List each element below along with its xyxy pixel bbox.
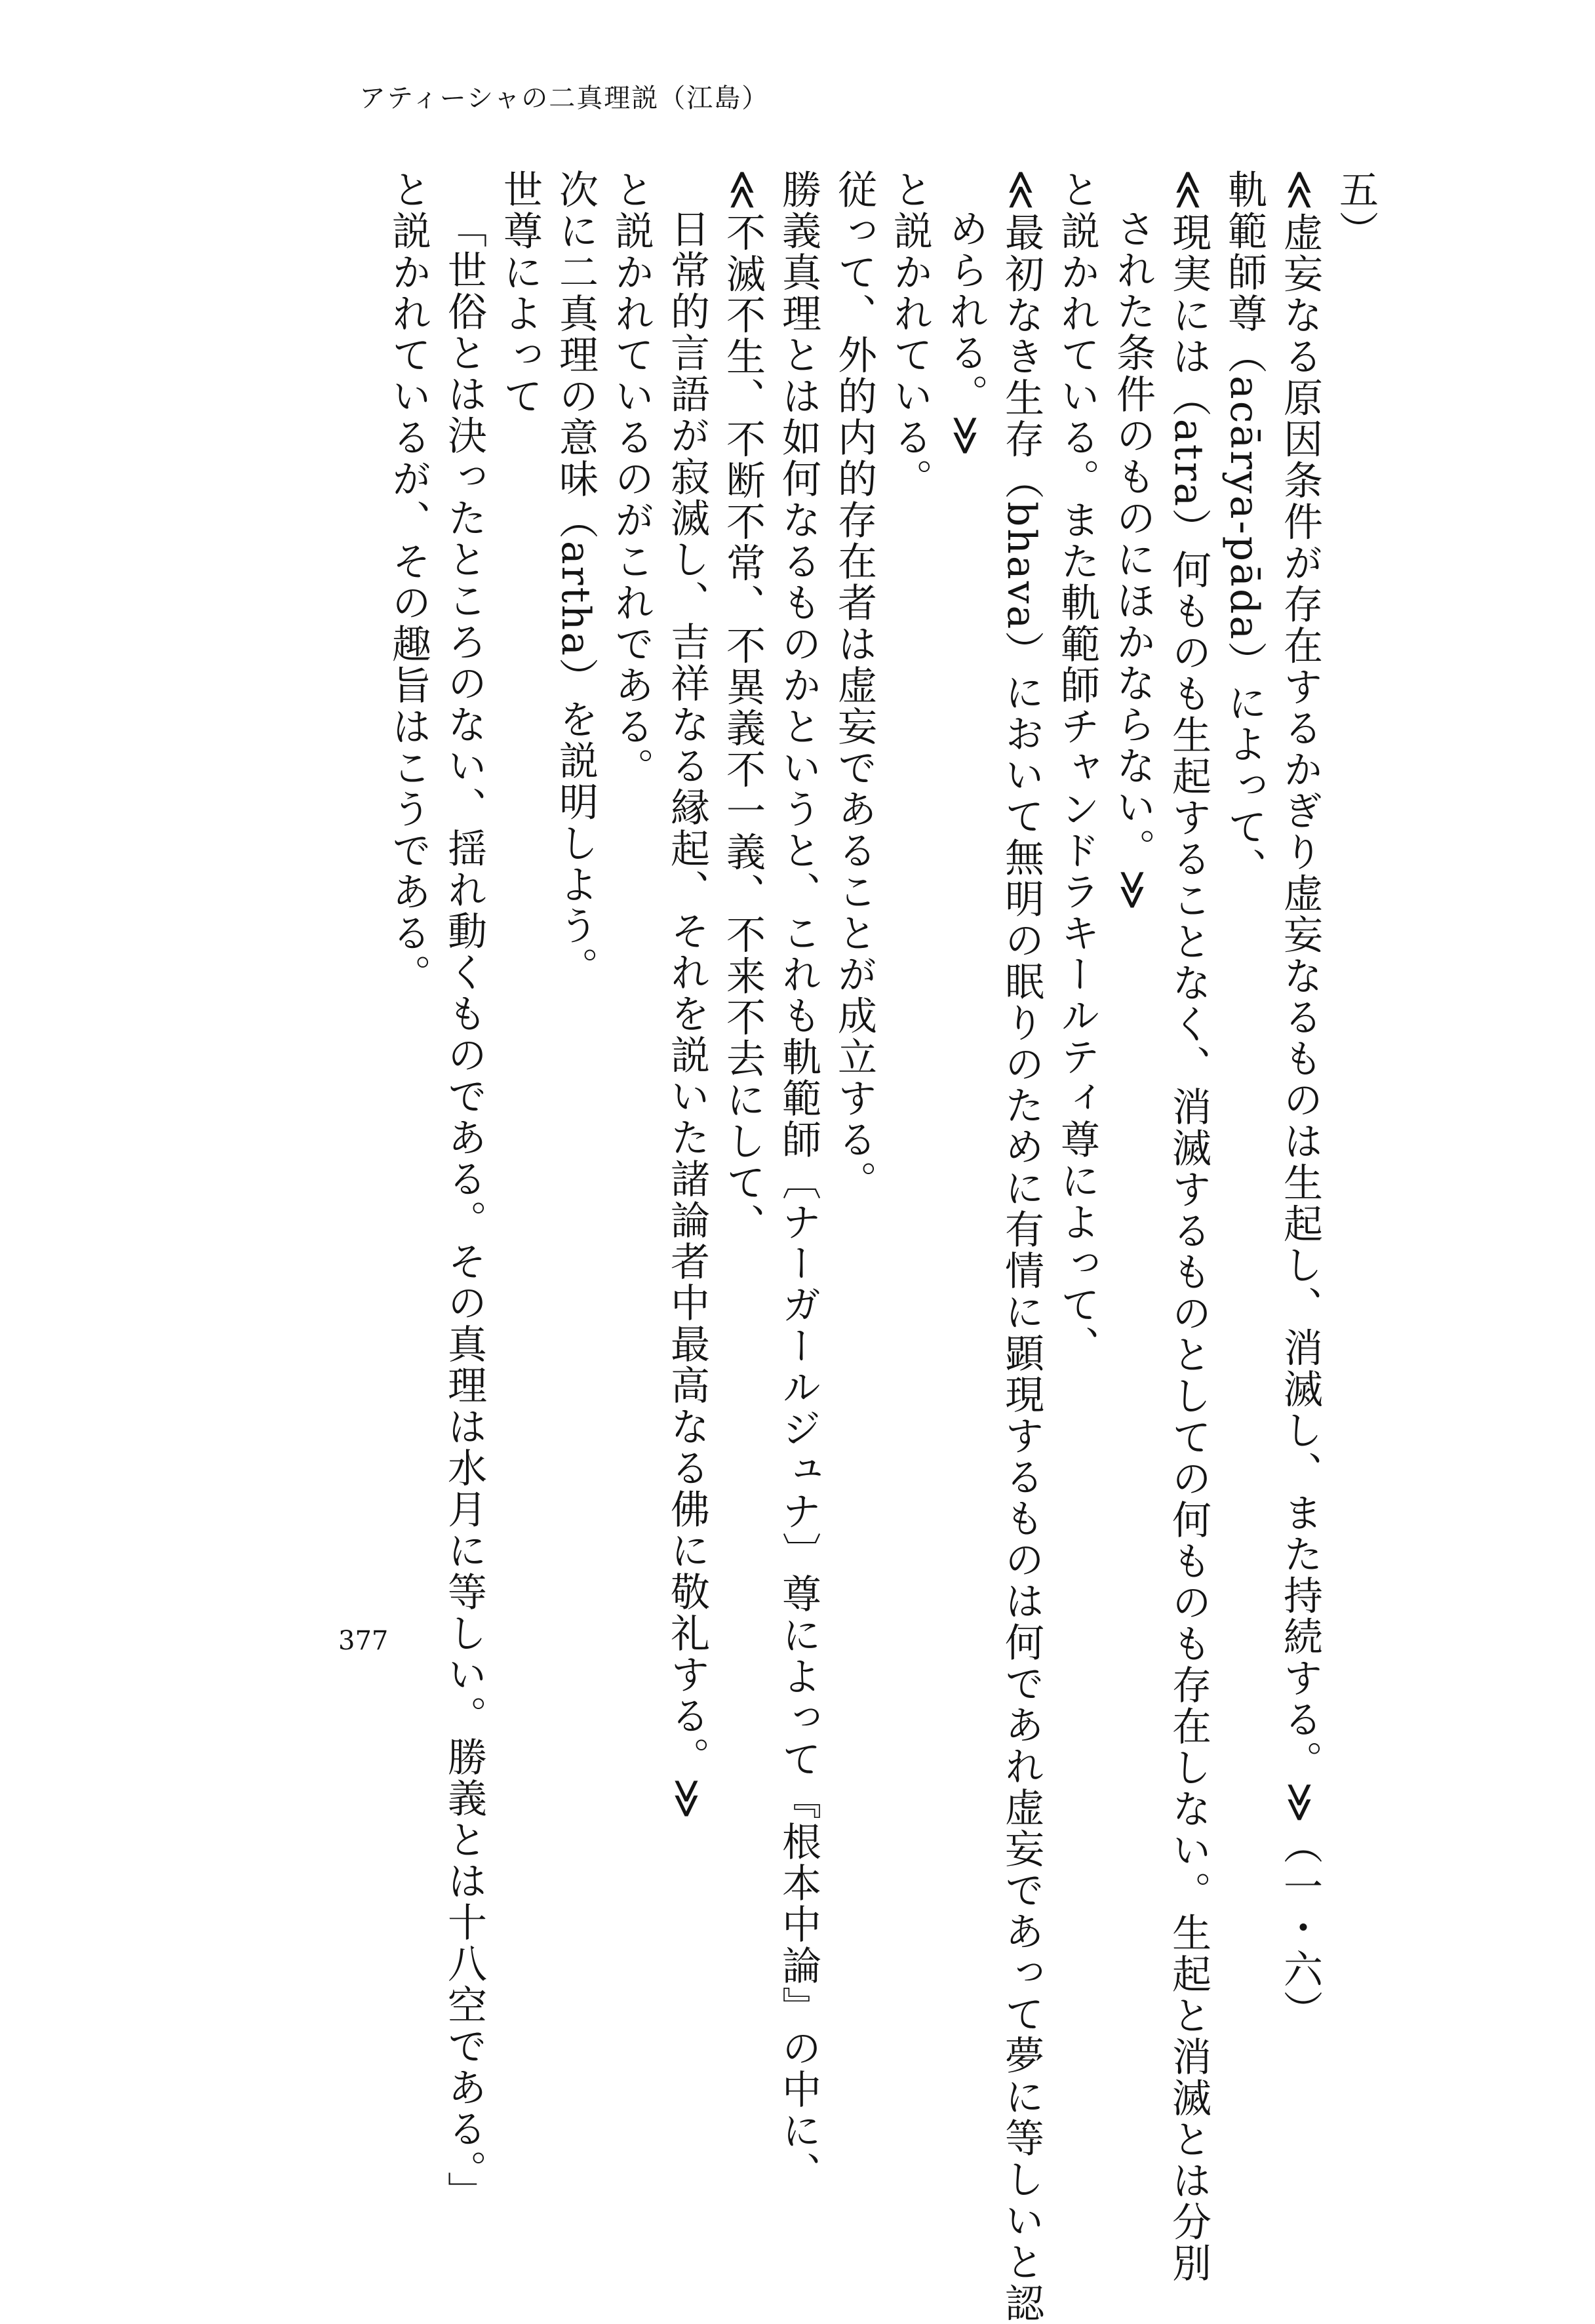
text-line: された条件のものにほかならない。≫ — [1110, 208, 1156, 913]
text-line: ≪不滅不生、不断不常、不異義不一義、不来不去にして、 — [720, 169, 766, 1245]
text-line: と説かれているのがこれである。 — [608, 169, 654, 789]
text-line: 勝義真理とは如何なるものかというと、これも軌範師〔ナーガールジュナ〕尊によって『根本中論』の中に、 — [776, 169, 821, 2193]
text-line: 従って、外的内的存在者は虚妄であることが成立する。 — [831, 169, 877, 1202]
text-line: 世尊によって — [497, 169, 543, 417]
text-line: と説かれている。また軌範師チャンドラキールティ尊によって、 — [1054, 169, 1100, 1367]
text-line: ≪虚妄なる原因条件が存在するかぎり虚妄なるものは生起し、消滅し、また持続する。≫（一・六） — [1277, 169, 1323, 2032]
page-number: 377 — [338, 1626, 389, 1656]
text-line: ≪最初なき生存（bhava）において無明の眠りのために有情に顕現するものは何であれ虚妄であって夢に等しいと認 — [998, 169, 1044, 2324]
text-line: ≪現実には（atra）何ものも生起することなく、消滅するものとしての何ものも存在しない。生起と消滅とは分別 — [1166, 169, 1211, 2285]
text-line: 日常的言語が寂滅し、吉祥なる縁起、それを説いた諸論者中最高なる佛に敬礼する。≫ — [664, 208, 710, 1821]
text-line: 次に二真理の意味（artha）を説明しよう。 — [553, 169, 599, 988]
running-head: アティーシャの二真理説（江島） — [359, 83, 770, 113]
text-line: 「世俗とは決ったところのない、揺れ動くものである。その真理は水月に等しい。勝義とは十八空である。」 — [441, 208, 487, 2213]
text-line: と説かれている。 — [887, 169, 933, 500]
text-line: められる。≫ — [943, 208, 989, 458]
text-line: 軌範師尊（acārya-pāda）によって、 — [1221, 169, 1267, 890]
text-line: と説かれているが、その趣旨はこうである。 — [385, 169, 431, 995]
text-line: 五） — [1333, 169, 1379, 252]
